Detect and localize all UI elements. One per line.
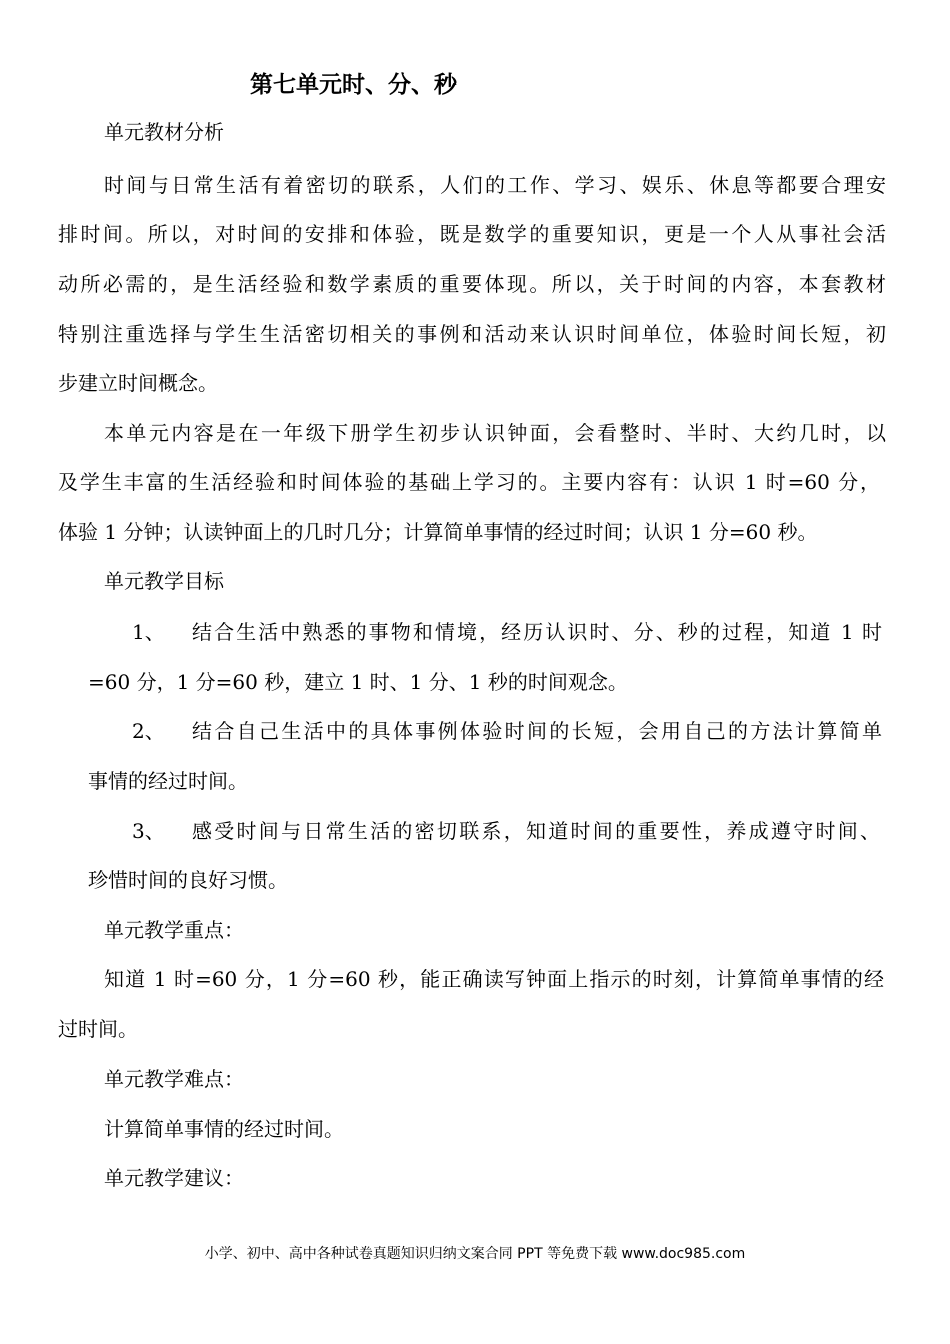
paragraph-1-line-2: 排时间。所以，对时间的安排和体验，既是数学的重要知识，更是一个人从事社会活 [58, 222, 886, 246]
section-heading-difficulty: 单元教学难点： [104, 1067, 244, 1091]
section-heading-key-points: 单元教学重点： [104, 918, 244, 942]
paragraph-1-line-5: 步建立时间概念。 [58, 371, 218, 395]
section-heading-suggestions: 单元教学建议： [104, 1166, 244, 1190]
goal-3-line-2: 珍惜时间的良好习惯。 [88, 868, 288, 892]
paragraph-1-line-3: 动所必需的，是生活经验和数学素质的重要体现。所以，关于时间的内容，本套教材 [58, 272, 886, 296]
goal-1-line-1: 结合生活中熟悉的事物和情境，经历认识时、分、秒的过程，知道 1 时 [192, 620, 882, 644]
section-heading-analysis: 单元教材分析 [104, 120, 224, 144]
paragraph-1-line-4: 特别注重选择与学生生活密切相关的事例和活动来认识时间单位，体验时间长短，初 [58, 322, 886, 346]
goal-2-line-1: 结合自己生活中的具体事例体验时间的长短，会用自己的方法计算简单 [192, 719, 882, 743]
goal-2-number: 2、 [132, 719, 165, 743]
section-heading-goals: 单元教学目标 [104, 569, 224, 593]
page-footer: 小学、初中、高中各种试卷真题知识归纳文案合同 PPT 等免费下载 www.doc985.com [204, 1246, 746, 1262]
paragraph-2-line-2: 及学生丰富的生活经验和时间体验的基础上学习的。主要内容有：认识 1 时=60 分， [58, 470, 880, 494]
goal-2-line-2: 事情的经过时间。 [88, 769, 248, 793]
goal-3-number: 3、 [132, 819, 165, 843]
difficulty-text: 计算简单事情的经过时间。 [104, 1117, 344, 1141]
paragraph-2-line-3: 体验 1 分钟；认读钟面上的几时几分；计算简单事情的经过时间；认识 1 分=60 秒。 [58, 520, 818, 544]
document-title: 第七单元时、分、秒 [250, 72, 457, 98]
paragraph-1-line-1: 时间与日常生活有着密切的联系，人们的工作、学习、娱乐、休息等都要合理安 [104, 173, 886, 197]
goal-3-line-1: 感受时间与日常生活的密切联系，知道时间的重要性，养成遵守时间、 [192, 819, 880, 843]
key-points-line-1: 知道 1 时=60 分，1 分=60 秒，能正确读写钟面上指示的时刻，计算简单事情的经 [104, 967, 884, 991]
goal-1-line-2: =60 分，1 分=60 秒，建立 1 时、1 分、1 秒的时间观念。 [88, 670, 628, 694]
paragraph-2-line-1: 本单元内容是在一年级下册学生初步认识钟面，会看整时、半时、大约几时，以 [104, 421, 886, 445]
goal-1-number: 1、 [132, 620, 165, 644]
key-points-line-2: 过时间。 [58, 1017, 138, 1041]
